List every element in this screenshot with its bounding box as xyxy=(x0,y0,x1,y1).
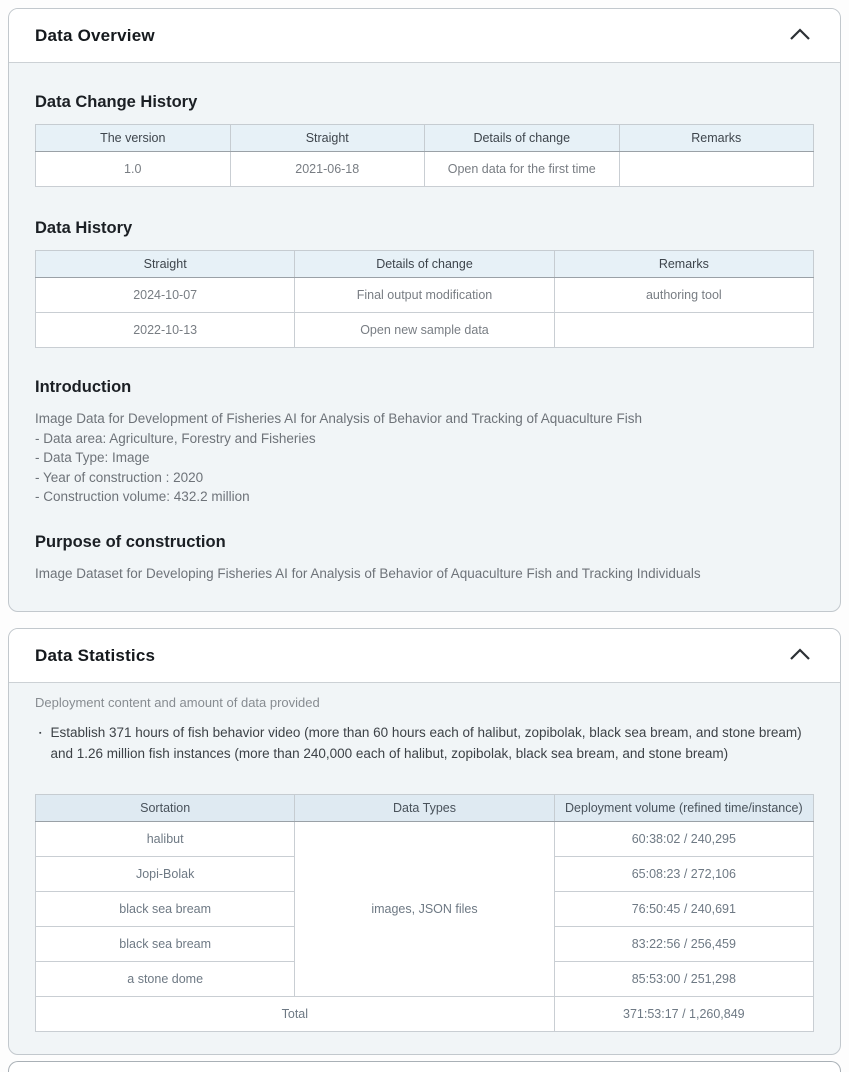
table-cell: 65:08:23 / 272,106 xyxy=(554,857,813,892)
table-header-cell: Details of change xyxy=(295,251,554,278)
table-cell xyxy=(554,313,813,348)
section-data-history xyxy=(35,219,814,348)
data-overview-header xyxy=(9,9,840,63)
chevron-up-icon xyxy=(788,647,812,664)
table-header-cell: Straight xyxy=(230,125,425,152)
collapse-toggle-button[interactable] xyxy=(786,643,814,668)
table-cell: Jopi-Bolak xyxy=(36,857,295,892)
table-header-row xyxy=(36,795,814,822)
table-row xyxy=(36,278,814,313)
table-cell: black sea bream xyxy=(36,927,295,962)
table-cell: 1.0 xyxy=(36,152,231,187)
table-cell: Open data for the first time xyxy=(425,152,620,187)
data-statistics-body xyxy=(9,683,840,1054)
bullet-icon: ▪ xyxy=(39,730,42,737)
table-header-cell: Remarks xyxy=(619,125,814,152)
panel-title: Data Overview xyxy=(35,25,155,45)
introduction-line: - Data Type: Image xyxy=(35,450,150,465)
table-row xyxy=(36,152,814,187)
section-heading: Data History xyxy=(35,219,133,237)
table-cell: 60:38:02 / 240,295 xyxy=(554,822,813,857)
table-cell: 2024-10-07 xyxy=(36,278,295,313)
section-heading: Purpose of construction xyxy=(35,532,226,551)
table-header-cell: Deployment volume (refined time/instance) xyxy=(554,795,813,822)
table-row xyxy=(36,822,814,857)
table-header-cell: Straight xyxy=(36,251,295,278)
table-cell: 83:22:56 / 256,459 xyxy=(554,927,813,962)
statistics-bullet-item xyxy=(35,722,814,764)
section-heading: Introduction xyxy=(35,378,132,396)
chevron-up-icon xyxy=(788,27,812,44)
section-introduction xyxy=(35,378,814,507)
table-cell: black sea bream xyxy=(36,892,295,927)
purpose-text: Image Dataset for Developing Fisheries AI for Analysis of Behavior of Aquaculture Fish and Tracking Individuals xyxy=(35,565,701,581)
table-header-cell: Data Types xyxy=(295,795,554,822)
table-row xyxy=(36,997,814,1032)
table-cell: authoring tool xyxy=(554,278,813,313)
introduction-line: - Year of construction : 2020 xyxy=(35,469,204,485)
next-panel-top-edge xyxy=(8,1061,841,1072)
data-history-table xyxy=(35,250,814,348)
table-cell: 76:50:45 / 240,691 xyxy=(554,892,813,927)
statistics-subtitle: Deployment content and amount of data provided xyxy=(35,695,320,710)
table-cell: 2021-06-18 xyxy=(230,152,425,187)
section-purpose xyxy=(35,533,814,584)
deployment-volume-table xyxy=(35,794,814,1032)
table-header-row xyxy=(36,251,814,278)
table-cell: 371:53:17 / 1,260,849 xyxy=(554,997,813,1032)
introduction-line: - Data area: Agriculture, Forestry and Fisheries xyxy=(35,430,316,446)
section-heading: Data Change History xyxy=(35,93,198,111)
table-cell: Open new sample data xyxy=(295,313,554,348)
data-statistics-header xyxy=(9,629,840,683)
table-cell: Final output modification xyxy=(295,278,554,313)
table-header-cell: Remarks xyxy=(554,251,813,278)
table-cell: 85:53:00 / 251,298 xyxy=(554,962,813,997)
collapse-toggle-button[interactable] xyxy=(786,23,814,48)
data-change-history-table xyxy=(35,124,814,187)
introduction-line: Image Data for Development of Fisheries AI for Analysis of Behavior and Tracking of Aquaculture Fish xyxy=(35,411,643,426)
data-statistics-panel xyxy=(8,628,841,1055)
bullet-text: Establish 371 hours of fish behavior video (more than 60 hours each of halibut, zopibolak, black sea bream, and stone bream) and 1.26 million fish instances (more than 240,000 each of halibut, zopibolak, black sea bream, and stone bream) xyxy=(50,725,802,761)
panel-title: Data Statistics xyxy=(35,645,156,665)
introduction-text xyxy=(35,409,814,507)
table-cell xyxy=(619,152,814,187)
table-header-row xyxy=(36,125,814,152)
introduction-line: - Construction volume: 432.2 million xyxy=(35,489,250,504)
table-cell: halibut xyxy=(36,822,295,857)
table-header-cell: The version xyxy=(36,125,231,152)
data-overview-panel xyxy=(8,8,841,612)
table-row xyxy=(36,313,814,348)
table-cell: Total xyxy=(36,997,555,1032)
table-cell: 2022-10-13 xyxy=(36,313,295,348)
table-cell: a stone dome xyxy=(36,962,295,997)
section-data-change-history xyxy=(35,93,814,187)
table-cell: images, JSON files xyxy=(295,822,554,997)
table-header-cell: Details of change xyxy=(425,125,620,152)
table-header-cell: Sortation xyxy=(36,795,295,822)
data-overview-body xyxy=(9,63,840,611)
